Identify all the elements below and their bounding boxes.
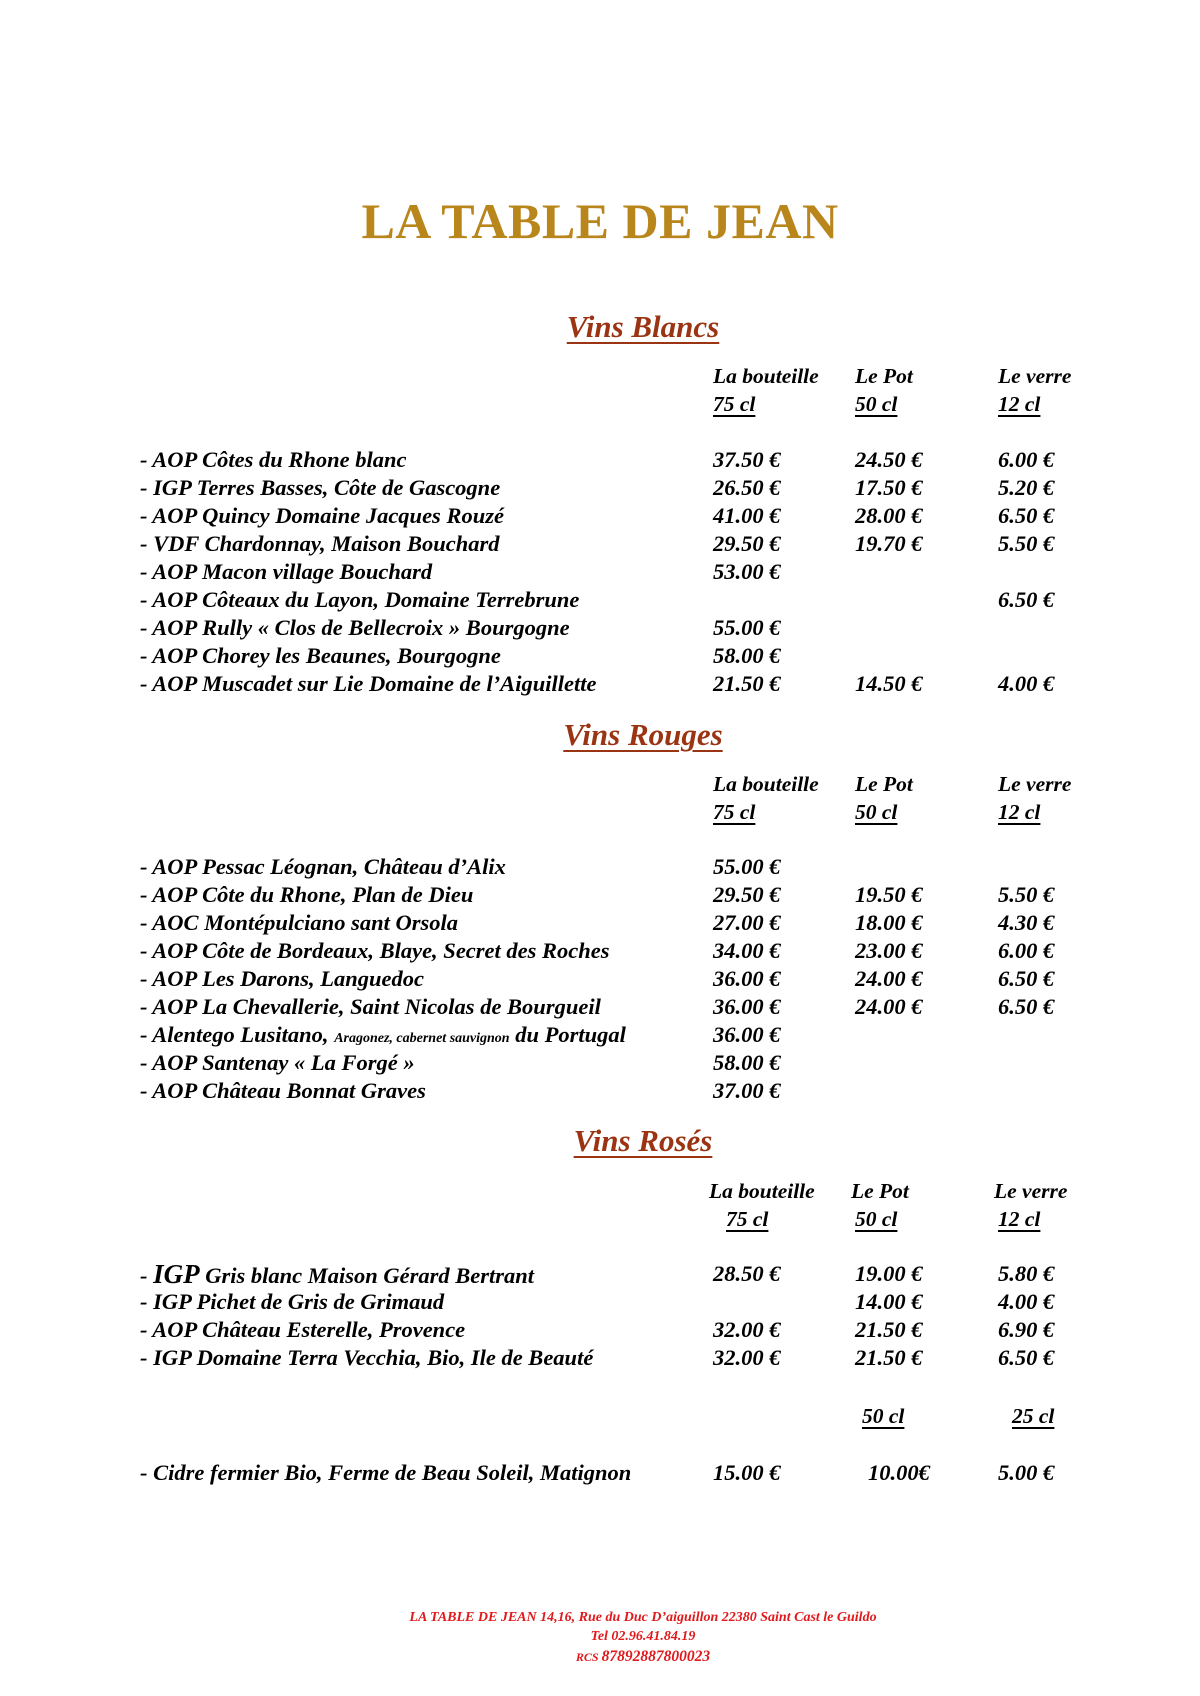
wine-name: - IGP Domaine Terra Vecchia, Bio, Ile de Beauté [140,1345,594,1370]
price-glass: 4.30 € [998,910,1055,935]
wine-name: - AOP La Chevallerie, Saint Nicolas de Bourgueil [140,994,601,1019]
wine-name: - AOP Chorey les Beaunes, Bourgogne [140,643,501,668]
price-pot: 24.00 € [855,966,923,991]
header-bottle-size: 75 cl [713,392,756,416]
price-pot: 24.50 € [855,447,923,472]
section-title-vins-blancs: Vins Blancs [566,309,720,344]
header-bottle-size: 75 cl [726,1207,769,1231]
price-bottle: 27.00 € [713,910,781,935]
price-glass: 6.50 € [998,966,1055,991]
wine-name: - AOP Santenay « La Forgé » [140,1050,415,1075]
price-bottle: 58.00 € [713,643,781,668]
price-bottle: 55.00 € [713,854,781,879]
price-glass: 5.50 € [998,531,1055,556]
wine-name: - IGP Terres Basses, Côte de Gascogne [140,475,501,500]
price-glass: 5.20 € [998,475,1055,500]
wine-name-main: - Alentego Lusitano, [140,1022,335,1047]
wine-name-dash: - [140,1263,154,1288]
header-pot: Le Pot [855,772,913,796]
header-bottle: La bouteille [709,1179,815,1203]
header-pot-size: 50 cl [855,392,898,416]
price-pot: 19.50 € [855,882,923,907]
section-title-vins-roses: Vins Rosés [573,1123,713,1158]
price-bottle: 37.50 € [713,447,781,472]
header-glass-size: 12 cl [998,1207,1041,1231]
cidre-size-glass: 25 cl [1012,1404,1055,1428]
price-bottle: 26.50 € [713,475,781,500]
price-glass: 4.00 € [998,1289,1055,1314]
price-bottle: 32.00 € [713,1345,781,1370]
wine-name: - VDF Chardonnay, Maison Bouchard [140,531,500,556]
price-glass: 6.00 € [998,938,1055,963]
footer-rcs-label: RCS [575,1650,602,1664]
header-bottle-size: 75 cl [713,800,756,824]
price-pot: 24.00 € [855,994,923,1019]
wine-name: - AOP Côteaux du Layon, Domaine Terrebrune [140,587,580,612]
header-glass-size: 12 cl [998,392,1041,416]
wine-name: - AOP Côte de Bordeaux, Blaye, Secret des Roches [140,938,610,963]
cidre-price-bottle: 15.00 € [713,1460,781,1485]
header-pot-size: 50 cl [855,800,898,824]
price-glass: 4.00 € [998,671,1055,696]
price-bottle: 53.00 € [713,559,781,584]
price-glass: 6.50 € [998,587,1055,612]
wine-name: - AOC Montépulciano sant Orsola [140,910,458,935]
wine-name [140,1260,534,1290]
price-bottle: 37.00 € [713,1078,781,1103]
footer-address: LA TABLE DE JEAN 14,16, Rue du Duc D’aiguillon 22380 Saint Cast le Guildo [409,1610,877,1625]
price-bottle: 55.00 € [713,615,781,640]
header-bottle: La bouteille [713,364,819,388]
price-pot: 28.00 € [855,503,923,528]
section-title-vins-rouges: Vins Rouges [563,717,723,752]
price-pot: 21.50 € [855,1317,923,1342]
price-glass: 5.50 € [998,882,1055,907]
cidre-price-glass: 5.00 € [998,1460,1055,1485]
price-bottle: 32.00 € [713,1317,781,1342]
wine-name: - AOP Côtes du Rhone blanc [140,447,407,472]
header-pot: Le Pot [851,1179,909,1203]
footer-rcs-number: 87892887800023 [601,1648,711,1665]
restaurant-title: LA TABLE DE JEAN [361,193,839,249]
price-pot: 17.50 € [855,475,923,500]
price-glass: 6.00 € [998,447,1055,472]
header-glass-size: 12 cl [998,800,1041,824]
wine-appellation: IGP [153,1259,200,1289]
price-glass: 5.80 € [998,1261,1055,1286]
wine-name: - AOP Macon village Bouchard [140,559,433,584]
cidre-name: - Cidre fermier Bio, Ferme de Beau Soleil, Matignon [140,1460,632,1485]
wine-name-origin: du Portugal [509,1022,626,1047]
price-glass: 6.50 € [998,1345,1055,1370]
cidre-price-pot: 10.00€ [868,1460,930,1485]
wine-name: - IGP Pichet de Gris de Grimaud [140,1289,445,1314]
wine-name: - AOP Quincy Domaine Jacques Rouzé [140,503,504,528]
wine-name: - AOP Rully « Clos de Bellecroix » Bourgogne [140,615,570,640]
price-pot: 14.50 € [855,671,923,696]
price-bottle: 41.00 € [713,503,781,528]
price-bottle: 29.50 € [713,531,781,556]
price-glass: 6.50 € [998,994,1055,1019]
price-bottle: 36.00 € [713,994,781,1019]
wine-grape-varieties: Aragonez, cabernet sauvignon [334,1031,510,1046]
price-pot: 19.00 € [855,1261,923,1286]
wine-name: - AOP Les Darons, Languedoc [140,966,424,991]
price-glass: 6.90 € [998,1317,1055,1342]
header-glass: Le verre [998,772,1072,796]
wine-name: - AOP Château Bonnat Graves [140,1078,426,1103]
price-bottle: 34.00 € [713,938,781,963]
price-glass: 6.50 € [998,503,1055,528]
header-glass: Le verre [998,364,1072,388]
price-bottle: 36.00 € [713,1022,781,1047]
price-bottle: 28.50 € [713,1261,781,1286]
header-pot: Le Pot [855,364,913,388]
price-pot: 21.50 € [855,1345,923,1370]
cidre-size-pot: 50 cl [862,1404,905,1428]
wine-name: - AOP Muscadet sur Lie Domaine de l’Aiguillette [140,671,597,696]
price-bottle: 36.00 € [713,966,781,991]
price-bottle: 21.50 € [713,671,781,696]
price-pot: 23.00 € [855,938,923,963]
price-bottle: 29.50 € [713,882,781,907]
wine-name: - AOP Côte du Rhone, Plan de Dieu [140,882,474,907]
price-pot: 19.70 € [855,531,923,556]
header-glass: Le verre [994,1179,1068,1203]
price-pot: 14.00 € [855,1289,923,1314]
wine-name: - AOP Pessac Léognan, Château d’Alix [140,854,506,879]
footer-phone: Tel 02.96.41.84.19 [590,1629,696,1644]
price-bottle: 58.00 € [713,1050,781,1075]
header-pot-size: 50 cl [855,1207,898,1231]
header-bottle: La bouteille [713,772,819,796]
wine-name-rest: Gris blanc Maison Gérard Bertrant [199,1263,535,1288]
footer-rcs [0,1648,1200,1666]
price-pot: 18.00 € [855,910,923,935]
wine-name: - AOP Château Esterelle, Provence [140,1317,466,1342]
